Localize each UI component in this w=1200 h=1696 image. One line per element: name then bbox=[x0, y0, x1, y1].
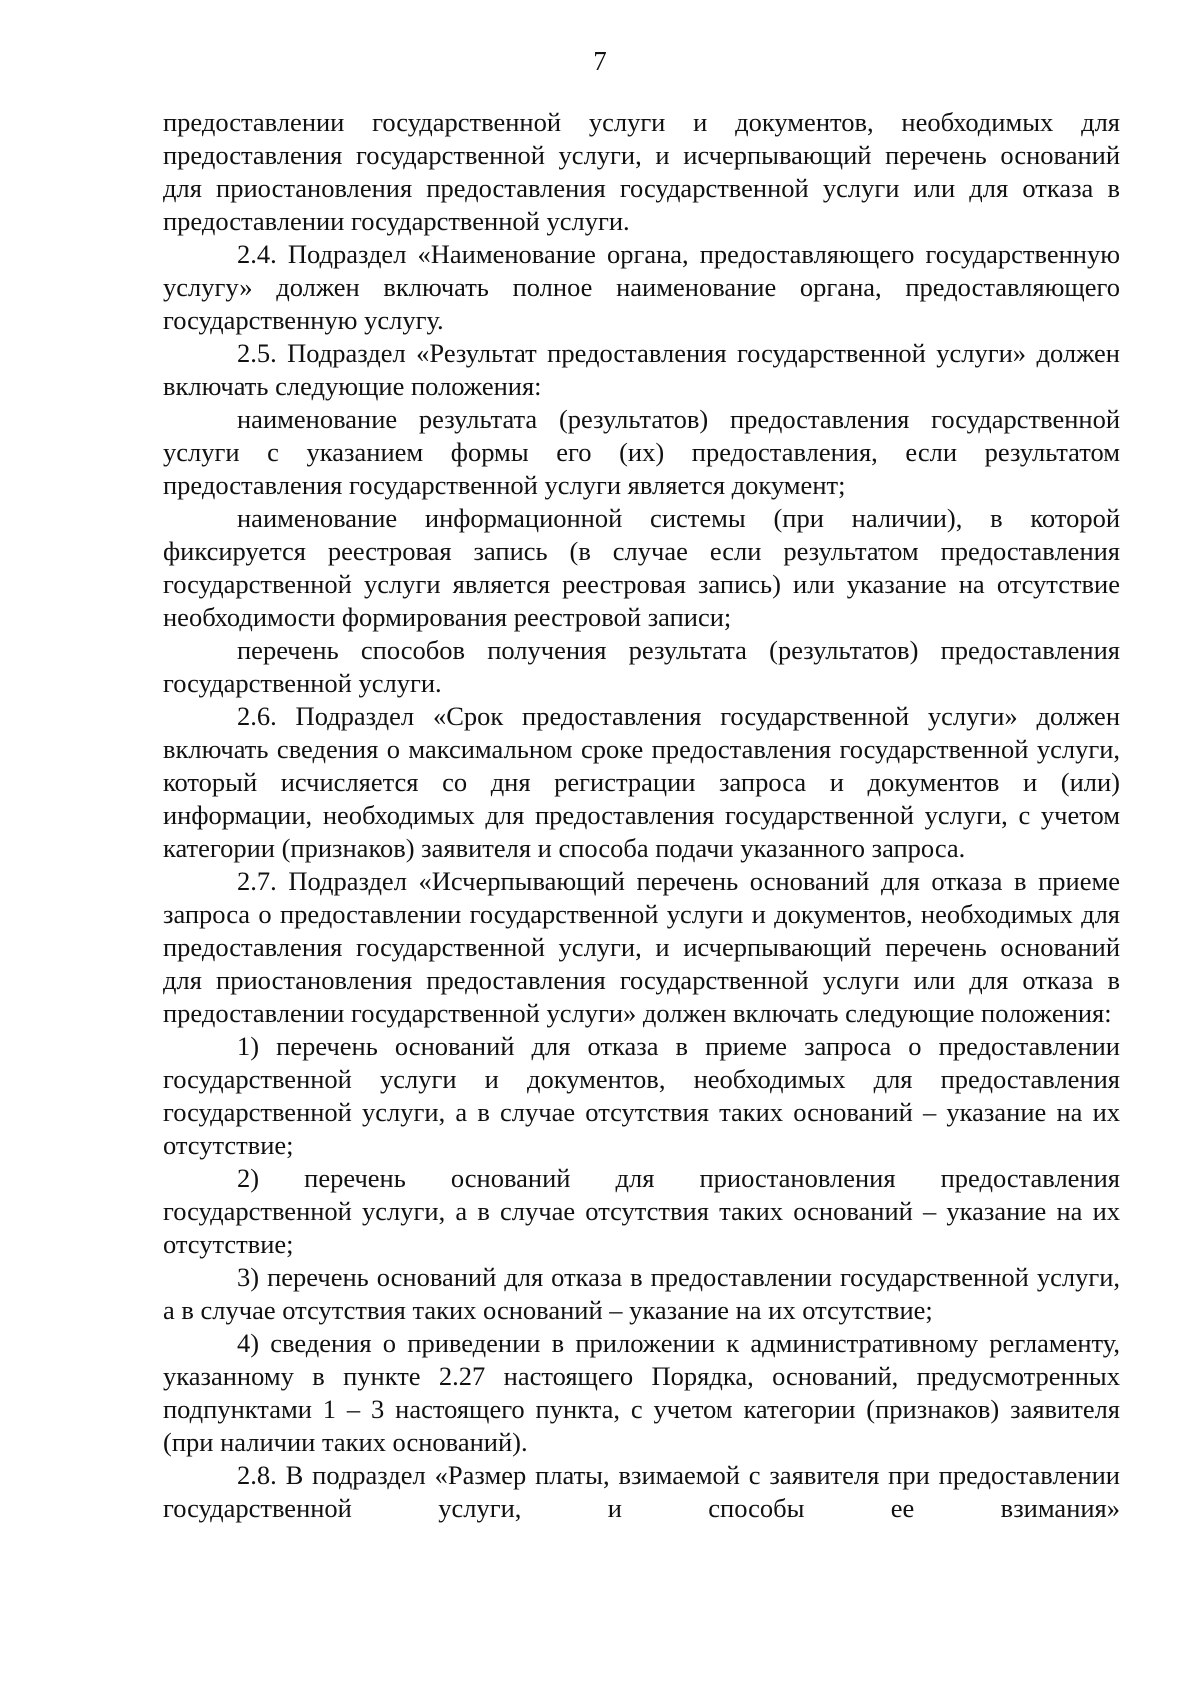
paragraph-2-7-item-4: 4) сведения о приведении в приложении к административному регламенту, указанному в пункте 2.27 настоящего Порядка, оснований, предусмотренных подпунктами 1 – 3 настоящего пункта, с учетом категории (признаков) заявителя (при наличии таких оснований). bbox=[163, 1328, 1120, 1457]
paragraph-2-8: 2.8. В подраздел «Размер платы, взимаемой с заявителя при предоставлении государственной услуги, и способы ее взимания» bbox=[163, 1460, 1120, 1523]
paragraph-intro-continuation: предоставлении государственной услуги и документов, необходимых для предоставления государственной услуги, и исчерпывающий перечень оснований для приостановления предоставления государственной услуги или для отказа в предоставлении государственной услуги. bbox=[163, 107, 1120, 236]
paragraph-2-5: 2.5. Подраздел «Результат предоставления государственной услуги» должен включать следующие положения: bbox=[163, 338, 1120, 401]
document-body bbox=[163, 106, 1120, 1525]
paragraph-2-5-item-information-system: наименование информационной системы (при наличии), в которой фиксируется реестровая запись (в случае если результатом предоставления государственной услуги является реестровая запись) или указание на отсутствие необходимости формирования реестровой записи; bbox=[163, 503, 1120, 632]
paragraph-2-7: 2.7. Подраздел «Исчерпывающий перечень оснований для отказа в приеме запроса о предоставлении государственной услуги и документов, необходимых для предоставления государственной услуги, и исчерпывающий перечень оснований для приостановления предоставления государственной услуги или для отказа в предоставлении государственной услуги» должен включать следующие положения: bbox=[163, 866, 1120, 1028]
paragraph-2-5-item-result-name: наименование результата (результатов) предоставления государственной услуги с указанием формы его (их) предоставления, если результатом предоставления государственной услуги является документ; bbox=[163, 404, 1120, 500]
paragraph-2-7-item-2: 2) перечень оснований для приостановления предоставления государственной услуги, а в случае отсутствия таких оснований – указание на их отсутствие; bbox=[163, 1163, 1120, 1259]
paragraph-2-7-item-1: 1) перечень оснований для отказа в приеме запроса о предоставлении государственной услуги и документов, необходимых для предоставления государственной услуги, а в случае отсутствия таких оснований – указание на их отсутствие; bbox=[163, 1031, 1120, 1160]
paragraph-2-4: 2.4. Подраздел «Наименование органа, предоставляющего государственную услугу» должен включать полное наименование органа, предоставляющего государственную услугу. bbox=[163, 239, 1120, 335]
paragraph-2-6: 2.6. Подраздел «Срок предоставления государственной услуги» должен включать сведения о максимальном сроке предоставления государственной услуги, который исчисляется со дня регистрации запроса и документов и (или) информации, необходимых для предоставления государственной услуги, с учетом категории (признаков) заявителя и способа подачи указанного запроса. bbox=[163, 701, 1120, 863]
page-number: 7 bbox=[593, 46, 607, 76]
paragraph-2-5-item-receiving-methods: перечень способов получения результата (результатов) предоставления государственной услуги. bbox=[163, 635, 1120, 698]
paragraph-2-7-item-3: 3) перечень оснований для отказа в предоставлении государственной услуги, а в случае отсутствия таких оснований – указание на их отсутствие; bbox=[163, 1262, 1120, 1325]
